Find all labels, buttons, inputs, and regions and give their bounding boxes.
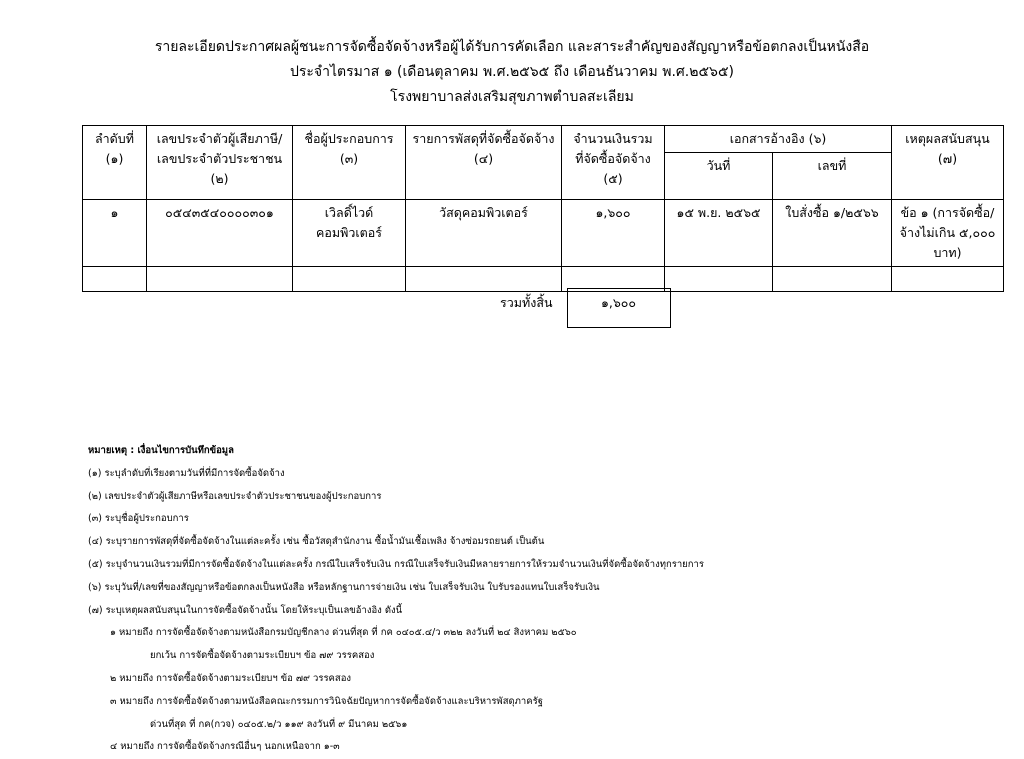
note-item: (๖) ระบุวันที่/เลขที่ของสัญญาหรือข้อตกลงเป็นหนังสือ หรือหลักฐานการจ่ายเงิน เช่น ใบเสร็จรับเงิน ใบรับรองแทนใบเสร็จรับเงิน [88,581,600,593]
notes-title: หมายเหตุ : เงื่อนไขการบันทึกข้อมูล [88,445,234,456]
notes-section [88,440,988,759]
note-subitem: ๓ หมายถึง การจัดซื้อจัดจ้างตามหนังสือคณะกรรมการวินิจฉัยปัญหาการจัดซื้อจัดจ้างและบริหารพัสดุภาครัฐ [110,695,543,707]
header-col-taxid: เลขประจำตัวผู้เสียภาษี/ เลขประจำตัวประชาชน (๒) [147,126,293,200]
cell-vendor: เวิลดิ์ไวด์ คอมพิวเตอร์ [293,200,406,267]
header-col-amount: จำนวนเงินรวม ที่จัดซื้อจัดจ้าง (๕) [562,126,665,200]
header-col-docno: เลขที่ [773,153,892,200]
header-col-vendor: ชื่อผู้ประกอบการ (๓) [293,126,406,200]
total-row [82,288,671,328]
note-item: (๓) ระบุชื่อผู้ประกอบการ [88,513,189,525]
cell-item: วัสดุคอมพิวเตอร์ [406,200,562,267]
cell-reason: ข้อ ๑ (การจัดซื้อ/ จ้างไม่เกิน ๕,๐๐๐ บาท) [892,200,1004,267]
header-col-no: ลำดับที่ (๑) [83,126,147,200]
note-subitem: ๔ หมายถึง การจัดซื้อจัดจ้างกรณีอื่นๆ นอกเหนือจาก ๑-๓ [110,741,340,753]
table-row [83,200,1004,267]
note-subitem: ยกเว้น การจัดซื้อจัดจ้างตามระเบียบฯ ข้อ ๗๙ วรรคสอง [150,650,375,662]
procurement-table [82,125,1004,292]
note-subitem: ด่วนที่สุด ที่ กค(กวจ) ๐๔๐๕.๒/ว ๑๑๙ ลงวันที่ ๙ มีนาคม ๒๕๖๑ [150,718,408,730]
cell-taxid: ๐๕๔๓๕๔๐๐๐๐๓๐๑ [147,200,293,267]
cell-amount: ๑,๖๐๐ [562,200,665,267]
header-col-reference: เอกสารอ้างอิง (๖) [665,126,892,153]
cell-docno: ใบสั่งซื้อ ๑/๒๕๖๖ [773,200,892,267]
header-col-reason: เหตุผลสนับสนุน (๗) [892,126,1004,200]
document-period: ประจำไตรมาส ๑ (เดือนตุลาคม พ.ศ.๒๕๖๕ ถึง เดือนธันวาคม พ.ศ.๒๕๖๕) [289,64,734,80]
note-subitem: ๑ หมายถึง การจัดซื้อจัดจ้างตามหนังสือกรมบัญชีกลาง ด่วนที่สุด ที่ กค ๐๔๐๕.๔/ว ๓๒๒ ลงวันที่ ๒๔ สิงหาคม ๒๕๖๐ [110,627,577,639]
organization-name: โรงพยาบาลส่งเสริมสุขภาพตำบลสะเลียม [390,89,634,105]
total-label: รวมทั้งสิ้น [500,294,553,310]
note-item: (๒) เลขประจำตัวผู้เสียภาษีหรือเลขประจำตัวประชาชนของผู้ประกอบการ [88,490,382,502]
header-col-item: รายการพัสดุที่จัดซื้อจัดจ้าง (๔) [406,126,562,200]
note-item: (๔) ระบุรายการพัสดุที่จัดซื้อจัดจ้างในแต่ละครั้ง เช่น ซื้อวัสดุสำนักงาน ซื้อน้ำมันเชื้อเพลิง จ้างซ่อมรถยนต์ เป็นต้น [88,536,545,548]
note-subitem: ๒ หมายถึง การจัดซื้อจัดจ้างตามระเบียบฯ ข้อ ๗๙ วรรคสอง [110,672,352,684]
note-item: (๗) ระบุเหตุผลสนับสนุนในการจัดซื้อจัดจ้างนั้น โดยให้ระบุเป็นเลขอ้างอิง ดังนี้ [88,604,403,616]
note-item: (๕) ระบุจำนวนเงินรวมที่มีการจัดซื้อจัดจ้างในแต่ละครั้ง กรณีใบเสร็จรับเงิน กรณีใบเสร็จรับเงินมีหลายรายการให้รวมจำนวนเงินที่จัดซื้อจัดจ้างทุกรายการ [88,558,704,570]
note-item: (๑) ระบุลำดับที่เรียงตามวันที่ที่มีการจัดซื้อจัดจ้าง [88,467,285,479]
document-title: รายละเอียดประกาศผลผู้ชนะการจัดซื้อจัดจ้างหรือผู้ได้รับการคัดเลือก และสาระสำคัญของสัญญาหรือข้อตกลงเป็นหนังสือ [154,39,870,55]
total-amount: ๑,๖๐๐ [567,289,670,328]
header-col-date: วันที่ [665,153,773,200]
cell-no: ๑ [83,200,147,267]
cell-date: ๑๕ พ.ย. ๒๕๖๕ [665,200,773,267]
